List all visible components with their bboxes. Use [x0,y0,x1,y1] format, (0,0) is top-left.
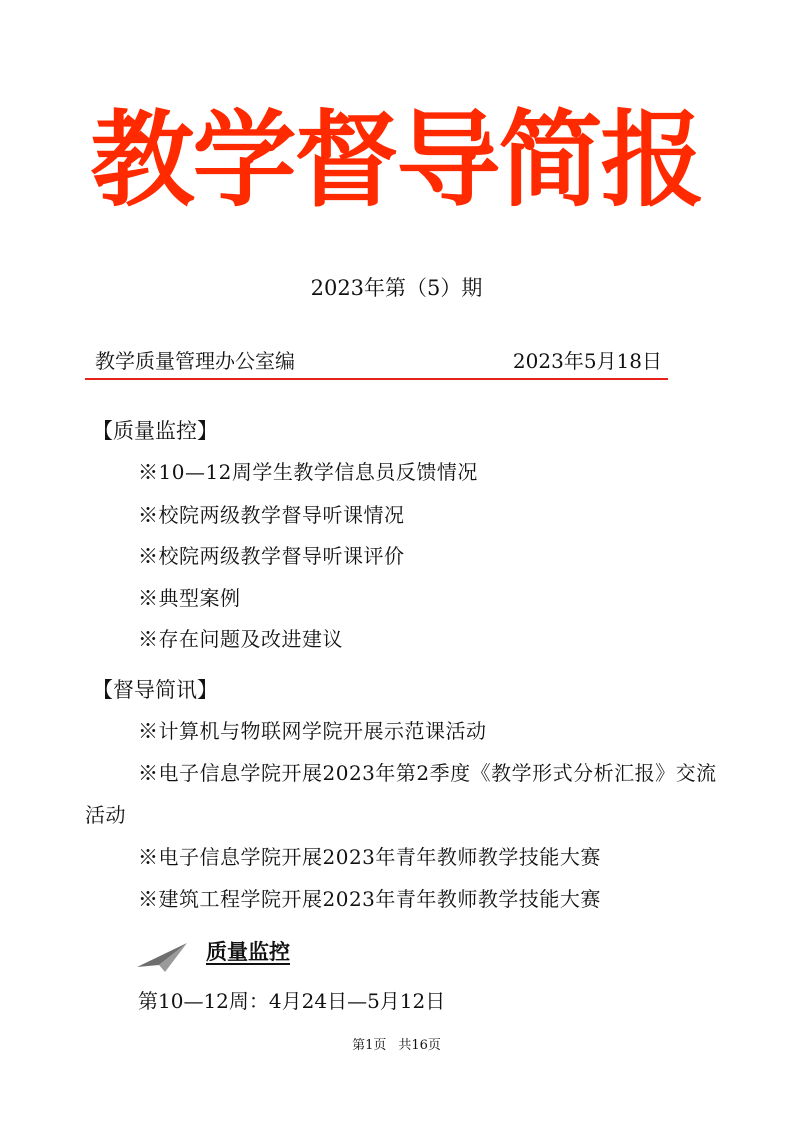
editor-row [85,344,668,378]
editor-label: 教学质量管理办公室编 [95,349,295,373]
page-total: 共16页 [398,1038,441,1053]
header-rule [85,378,668,380]
page-footer [0,1036,793,1056]
toc-item: ※10—12周学生教学信息员反馈情况 [138,460,478,484]
toc-item: ※校院两级教学督导听课情况 [138,503,405,527]
toc-item: ※典型案例 [138,586,241,610]
publish-date: 2023年5月18日 [512,349,662,373]
toc-item: ※建筑工程学院开展2023年青年教师教学技能大赛 [138,887,601,911]
paper-plane-icon [137,941,189,973]
toc-item: ※电子信息学院开展2023年第2季度《教学形式分析汇报》交流活动 [85,761,717,827]
period-text: 第10—12周：4月24日—5月12日 [138,989,446,1013]
section-heading-quality: 【质量监控】 [92,419,218,443]
toc-item: ※电子信息学院开展2023年青年教师教学技能大赛 [138,845,601,869]
page-number: 第1页 [352,1038,387,1053]
toc-item: ※存在问题及改进建议 [138,627,343,651]
subsection-heading: 质量监控 [206,940,290,964]
toc-item: ※校院两级教学督导听课评价 [138,544,405,568]
toc-item: ※计算机与物联网学院开展示范课活动 [138,719,487,743]
issue-number: 2023年第（5）期 [310,276,483,300]
section-heading-news: 【督导简讯】 [92,678,218,702]
masthead-title: 教学督导简报 [90,99,703,221]
